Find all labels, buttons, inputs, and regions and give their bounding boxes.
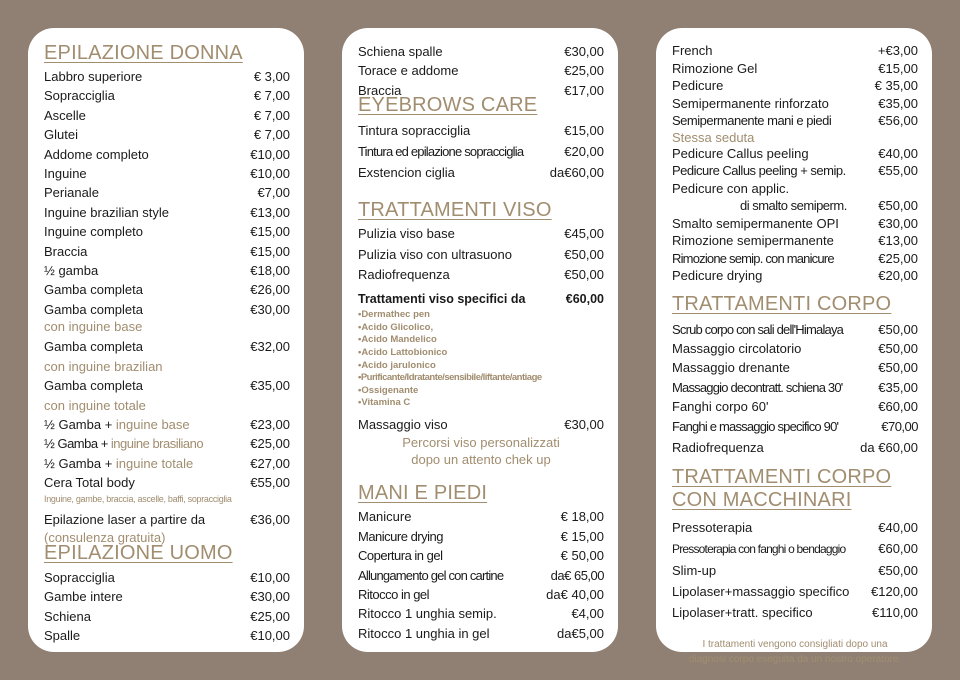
- list-item: Torace e addome €25,00: [358, 63, 604, 79]
- title-line-1: TRATTAMENTI CORPO: [672, 466, 892, 489]
- list-item: Smalto semipermanente OPI €30,00: [672, 215, 918, 231]
- list-item: Spalle €10,00: [44, 628, 290, 644]
- list-item: Tintura ed epilazione sopracciglia €20,00: [358, 144, 604, 160]
- section-title-epilazione-donna: EPILAZIONE DONNA: [44, 42, 243, 64]
- menu-panel-center: [342, 28, 618, 652]
- viso-list: [358, 224, 604, 286]
- list-item: ½ gamba €18,00: [44, 263, 290, 279]
- uomo-list: [44, 568, 290, 646]
- list-item-note: con inguine totale: [44, 397, 146, 413]
- list-item: Manicure drying € 15,00: [358, 528, 604, 544]
- list-item: Pedicure drying €20,00: [672, 268, 918, 283]
- bullet-item: •Vitamina C: [358, 397, 411, 409]
- section-title-mani-e-piedi: MANI E PIEDI: [358, 482, 488, 505]
- list-item: Gamba completa €30,00: [44, 301, 290, 317]
- cera-note: Inguine, gambe, braccia, ascelle, baffi, sopracciglia: [44, 493, 232, 504]
- list-item: Perianale €7,00: [44, 185, 290, 201]
- bullet-item: •Purificante/Idratante/sensibile/liftante/antiage: [358, 372, 542, 384]
- list-item: Addome completo €10,00: [44, 146, 290, 162]
- list-item: Pulizia viso con ultrasuono €50,00: [358, 246, 604, 262]
- list-item: Pedicure Callus peeling + semip. €55,00: [672, 163, 918, 178]
- mani-list: [358, 507, 604, 643]
- list-item: Semipermanente mani e piedi €56,00: [672, 113, 918, 128]
- list-item-specifici: Trattamenti viso specifici da €60,00: [358, 291, 604, 306]
- list-item: Gamba completa €35,00: [44, 378, 290, 394]
- list-item-cera: Cera Total body €55,00: [44, 475, 290, 491]
- footnote-line: I trattamenti vengono consigliati dopo una: [702, 639, 888, 651]
- bullet-item: •Acido Glicolico,: [358, 321, 434, 333]
- list-item: Exstencion ciglia da€60,00: [358, 165, 604, 181]
- list-item: Tintura sopracciglia €15,00: [358, 123, 604, 139]
- specifici-bullets: [358, 309, 604, 410]
- list-item-note: con inguine brazilian: [44, 358, 163, 374]
- list-item: di smalto semiperm. €50,00: [740, 198, 918, 213]
- list-item: Pressoterapia con fanghi o bendaggio €60,00: [672, 541, 918, 557]
- list-item: Rimozione Gel €15,00: [672, 60, 918, 76]
- list-item: Ritocco 1 unghia semip. €4,00: [358, 606, 604, 622]
- list-item: Glutei € 7,00: [44, 127, 290, 143]
- section-title-trattamenti-viso: TRATTAMENTI VISO: [358, 199, 552, 222]
- list-item: Sopracciglia €10,00: [44, 569, 290, 585]
- list-item: ½ Gamba + inguine totale €27,00: [44, 455, 290, 471]
- list-item: Ritocco in gel da€ 40,00: [358, 586, 604, 602]
- list-item: Inguine brazilian style €13,00: [44, 204, 290, 220]
- list-item: Gambe intere €30,00: [44, 589, 290, 605]
- list-item: French +€3,00: [672, 43, 918, 58]
- corpo-list: [672, 320, 918, 458]
- section-title-trattamenti-corpo: TRATTAMENTI CORPO: [672, 292, 892, 315]
- list-item: Fanghi e massaggio specifico 90' €70,00: [672, 418, 918, 434]
- bullet-item: •Acido Lattobionico: [358, 346, 448, 358]
- bullet-item: •Acido jarulonico: [358, 359, 436, 371]
- list-item: Schiena €25,00: [44, 608, 290, 624]
- eyebrows-list: [358, 120, 604, 183]
- list-item: Radiofrequenza €50,00: [358, 267, 604, 283]
- list-item: Pedicure € 35,00: [672, 78, 918, 93]
- viso-note: Percorsi viso personalizzati: [402, 435, 560, 451]
- list-item: Labbro superiore € 3,00: [44, 69, 290, 84]
- footnote: [672, 637, 918, 667]
- list-item: Radiofrequenza da €60,00: [672, 439, 918, 455]
- bullet-item: •Ossigenante: [358, 384, 419, 396]
- list-item: Scrub corpo con sali dell'Himalaya €50,00: [672, 321, 918, 337]
- list-item: Inguine €10,00: [44, 166, 290, 182]
- list-item: Rimozione semip. con manicure €25,00: [672, 250, 918, 266]
- body-wax-list: [358, 42, 604, 100]
- list-item: Braccia €17,00: [358, 82, 604, 98]
- list-item: ½ Gamba + inguine brasiliano €25,00: [44, 436, 290, 452]
- list-item-laser: Epilazione laser a partire da €36,00: [44, 511, 290, 527]
- list-item: Sopracciglia € 7,00: [44, 88, 290, 104]
- list-item-note: Stessa seduta: [672, 129, 755, 145]
- title-line-2: CON MACCHINARI: [672, 489, 852, 512]
- menu-panel-left: [28, 28, 304, 652]
- list-item: Lipolaser+tratt. specifico €110,00: [672, 605, 918, 621]
- list-item: Massaggio decontratt. schiena 30' €35,00: [672, 379, 918, 395]
- list-item: Fanghi corpo 60' €60,00: [672, 399, 918, 415]
- list-item: Copertura in gel € 50,00: [358, 548, 604, 564]
- section-title-eyebrows-care: EYEBROWS CARE: [358, 94, 538, 117]
- list-item: Inguine completo €15,00: [44, 224, 290, 240]
- list-item: Pressoterapia €40,00: [672, 520, 918, 536]
- list-item: Pedicure Callus peeling €40,00: [672, 145, 918, 161]
- list-item: Massaggio circolatorio €50,00: [672, 340, 918, 356]
- bullet-item: •Dermathec pen: [358, 309, 430, 321]
- list-item: Gamba completa €32,00: [44, 339, 290, 355]
- section-title-epilazione-uomo: EPILAZIONE UOMO: [44, 541, 233, 564]
- list-item-massaggio-viso: Massaggio viso €30,00: [358, 416, 604, 432]
- bullet-item: •Acido Mandelico: [358, 334, 437, 346]
- list-item: Ritocco 1 unghia in gel da€5,00: [358, 625, 604, 641]
- list-item: Pulizia viso base €45,00: [358, 226, 604, 242]
- list-item: ½ Gamba + inguine base €23,00: [44, 416, 290, 432]
- half-leg-list: [44, 415, 290, 473]
- list-item: Ascelle € 7,00: [44, 107, 290, 123]
- list-item: Rimozione semipermanente €13,00: [672, 233, 918, 248]
- list-item: Allungamento gel con cartine da€ 65,00: [358, 567, 604, 583]
- donna-list: [44, 67, 290, 415]
- section-title-corpo-macchinari: [672, 466, 918, 512]
- list-item: Lipolaser+massaggio specifico €120,00: [672, 584, 918, 600]
- list-item: Braccia €15,00: [44, 243, 290, 259]
- list-item: Schiena spalle €30,00: [358, 44, 604, 59]
- list-item: Slim-up €50,00: [672, 563, 918, 579]
- viso-note: dopo un attento chek up: [411, 452, 551, 468]
- footnote-line: diagnosi corpo eseguita da un nostro operatore.: [688, 654, 902, 666]
- list-item: Pedicure con applic.: [672, 180, 790, 196]
- list-item-note: con inguine base: [44, 319, 143, 335]
- nails-list: [672, 42, 918, 285]
- laser-note: (consulenza gratuita): [44, 529, 166, 545]
- menu-panel-right: [656, 28, 932, 666]
- macchinari-list: [672, 517, 918, 623]
- list-item: Semipermanente rinforzato €35,00: [672, 95, 918, 111]
- list-item: Manicure € 18,00: [358, 509, 604, 525]
- list-item: Gamba completa €26,00: [44, 282, 290, 298]
- list-item: Massaggio drenante €50,00: [672, 360, 918, 376]
